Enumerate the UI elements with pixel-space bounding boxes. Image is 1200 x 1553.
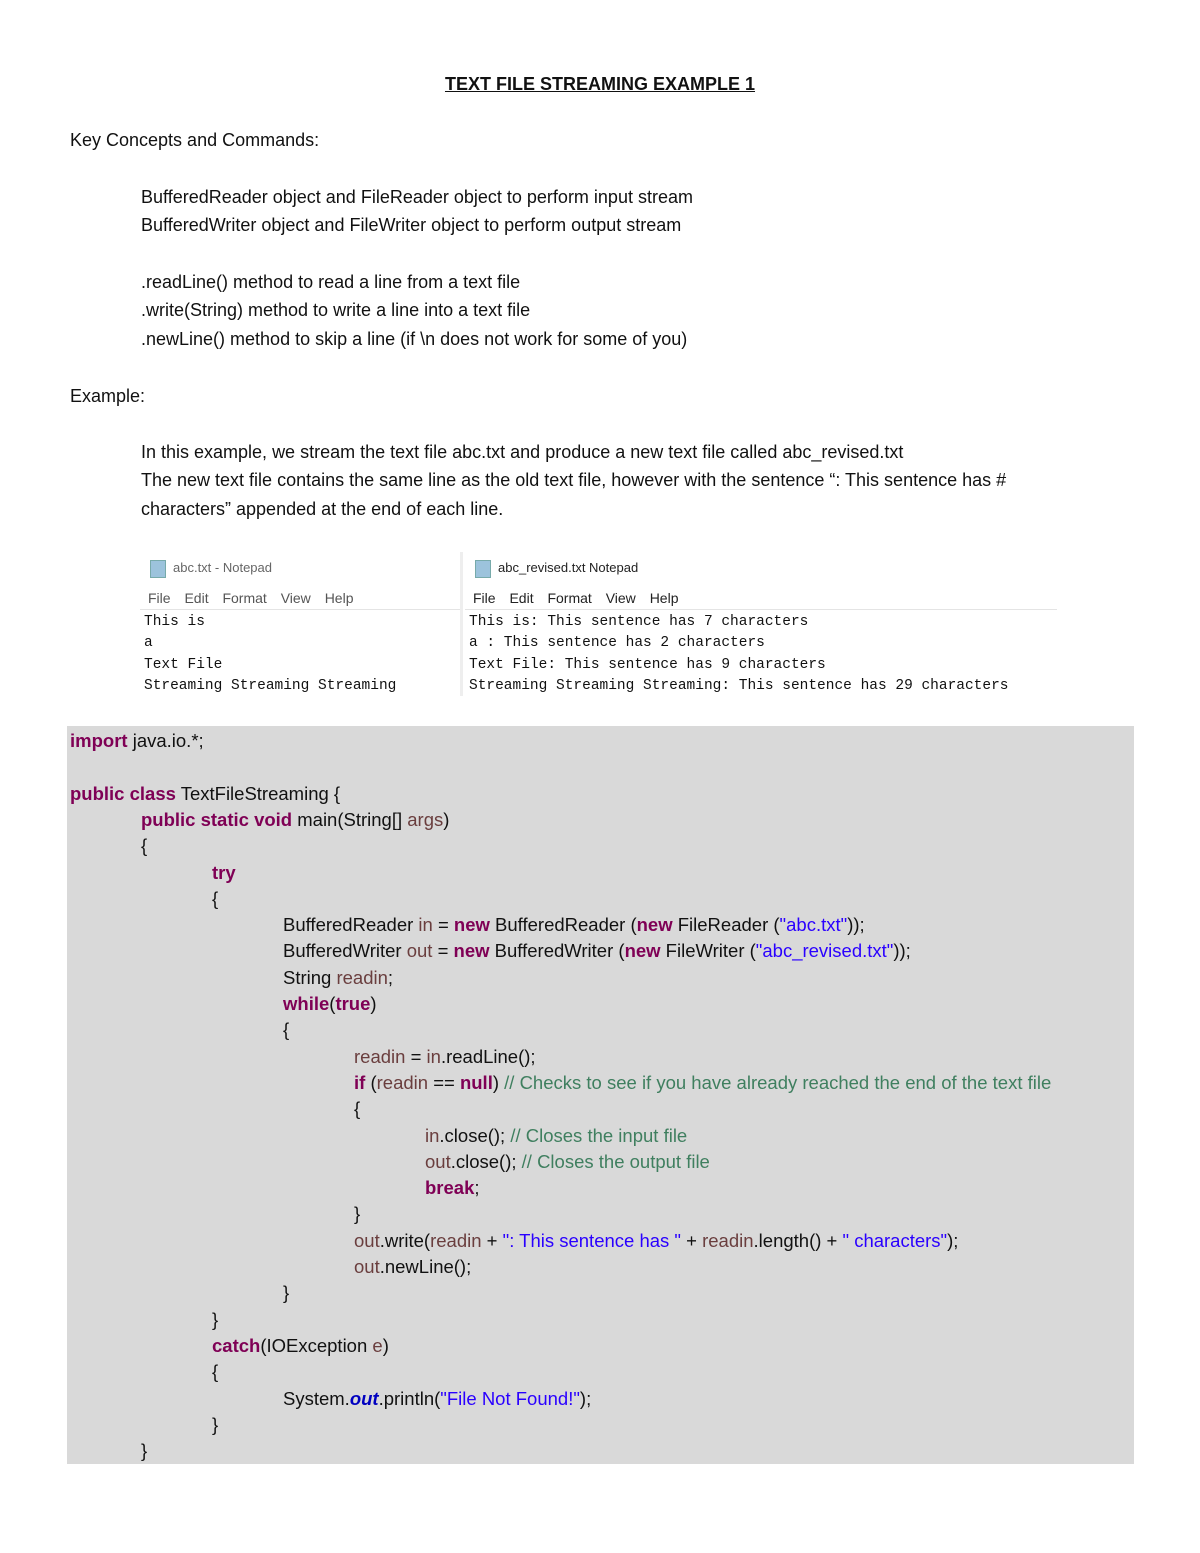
notepad-menu: [148, 590, 353, 606]
text-line: Streaming Streaming Streaming: This sentence has 29 characters: [469, 677, 1009, 694]
text-line: a: [144, 635, 153, 652]
code-keyword: new: [453, 940, 490, 962]
code-text: ;: [474, 1177, 480, 1199]
code-line: [283, 1387, 591, 1411]
code-text: (: [365, 1071, 377, 1093]
code-string: "abc.txt": [779, 914, 848, 936]
code-comment: // Closes the input file: [510, 1124, 688, 1146]
code-text: .println(: [378, 1387, 441, 1409]
notepad-title: abc.txt - Notepad: [173, 560, 272, 575]
code-text: String: [283, 966, 337, 988]
code-string: "abc_revised.txt": [755, 940, 894, 962]
code-text: main(String[]: [292, 808, 408, 830]
code-text: +: [681, 1229, 703, 1251]
code-string: " characters": [842, 1229, 948, 1251]
divider: [140, 609, 460, 610]
code-text: }: [141, 1440, 148, 1462]
code-line: [70, 782, 340, 806]
code-text: ): [382, 1334, 389, 1356]
code-keyword: public class: [70, 782, 176, 804]
notepad-title: abc_revised.txt Notepad: [498, 560, 639, 575]
code-text: ): [492, 1071, 505, 1093]
code-text: =: [405, 1045, 427, 1067]
key-concepts-heading: Key Concepts and Commands:: [70, 130, 320, 150]
code-variable: out: [425, 1150, 451, 1172]
method-line: .write(String) method to write a line into a text file: [141, 300, 531, 320]
example-text: In this example, we stream the text file abc.txt and produce a new text file called abc_revised.txt: [141, 442, 904, 462]
menu-help: Help: [649, 590, 679, 606]
method-line: .newLine() method to skip a line (if \n does not work for some of you): [141, 329, 688, 349]
code-keyword: new: [636, 914, 673, 936]
method-line: .readLine() method to read a line from a text file: [141, 272, 521, 292]
code-line: [425, 1176, 480, 1200]
code-keyword: true: [335, 993, 371, 1014]
code-text: .write(: [379, 1229, 431, 1251]
code-line: [212, 1413, 218, 1437]
code-keyword: break: [425, 1177, 475, 1199]
code-line: [212, 1308, 218, 1332]
code-text: ==: [428, 1071, 460, 1093]
code-comment: // Closes the output file: [521, 1150, 710, 1172]
text-line: This is: This sentence has 7 characters: [469, 614, 809, 630]
code-text: .length() +: [753, 1229, 843, 1251]
code-text: .newLine();: [379, 1256, 472, 1277]
concept-line: BufferedWriter object and FileWriter object to perform output stream: [141, 215, 682, 235]
code-text: .close();: [439, 1124, 511, 1146]
code-text: BufferedReader: [283, 914, 419, 936]
notepad-icon: [475, 560, 491, 578]
code-line: [425, 1124, 687, 1148]
concept-line: BufferedReader object and FileReader object to perform input stream: [141, 187, 693, 207]
code-variable: out: [354, 1229, 380, 1251]
code-text: ));: [893, 940, 911, 962]
code-line: [425, 1150, 710, 1174]
text-line: Text File: This sentence has 9 characters: [469, 656, 826, 673]
code-text: {: [212, 887, 219, 909]
code-text: ;: [387, 966, 394, 988]
code-variable: out: [406, 940, 433, 962]
code-line: [283, 992, 377, 1016]
code-keyword: import: [70, 730, 128, 751]
text-line: This is: [144, 614, 205, 630]
code-text: (: [329, 993, 336, 1014]
code-line: [212, 861, 236, 885]
code-text: (IOException: [260, 1334, 373, 1356]
code-text: }: [354, 1203, 361, 1225]
code-string: ": This sentence has ": [502, 1229, 681, 1251]
code-comment: // Checks to see if you have already reached the end of the text file: [504, 1071, 1052, 1093]
menu-view: View: [605, 590, 636, 606]
code-line: [354, 1045, 536, 1069]
code-text: FileReader (: [672, 914, 780, 936]
code-string: "File Not Found!": [440, 1387, 580, 1409]
menu-file: File: [148, 590, 171, 606]
code-variable: out: [354, 1256, 380, 1277]
code-line: [283, 913, 865, 937]
code-text: BufferedWriter: [283, 940, 407, 962]
code-line: [141, 834, 147, 858]
code-text: +: [481, 1229, 503, 1251]
code-text: TextFileStreaming {: [175, 782, 341, 804]
code-block: [67, 726, 1134, 1464]
code-text: BufferedWriter (: [489, 940, 625, 962]
code-keyword: new: [624, 940, 661, 962]
menu-edit: Edit: [184, 590, 209, 606]
code-variable: e: [372, 1334, 383, 1356]
code-variable: args: [407, 808, 444, 830]
code-line: [141, 808, 449, 832]
notepad-menu: [473, 590, 678, 606]
menu-format: Format: [547, 590, 592, 606]
code-line: [212, 1360, 218, 1384]
code-line: [70, 729, 204, 753]
code-variable: readin: [336, 966, 388, 988]
code-text: System.: [283, 1387, 350, 1409]
code-variable: readin: [354, 1045, 406, 1067]
code-text: ): [370, 993, 377, 1014]
code-text: }: [212, 1413, 219, 1435]
code-line: [354, 1255, 471, 1279]
code-variable: in: [425, 1124, 440, 1146]
code-text: {: [141, 835, 148, 857]
notepad-abc-screenshot: [140, 552, 460, 696]
code-text: ));: [847, 914, 865, 936]
code-line: [283, 966, 393, 990]
code-text: );: [579, 1387, 592, 1409]
code-text: .readLine();: [440, 1045, 536, 1067]
code-keyword: if: [354, 1071, 366, 1093]
notepad-content: [469, 612, 1009, 697]
divider: [460, 552, 463, 696]
notepad-abc-revised-screenshot: [465, 552, 1057, 696]
code-text: {: [212, 1361, 219, 1383]
code-text: FileWriter (: [660, 940, 756, 962]
code-variable: readin: [702, 1229, 754, 1251]
example-text: characters” appended at the end of each line.: [141, 499, 504, 519]
code-text: }: [212, 1308, 219, 1330]
code-line: [283, 1281, 289, 1305]
menu-file: File: [473, 590, 496, 606]
code-line: [212, 887, 218, 911]
menu-view: View: [280, 590, 311, 606]
code-line: [354, 1229, 958, 1253]
example-heading: Example:: [70, 386, 146, 406]
code-keyword: null: [459, 1071, 493, 1093]
code-text: java.io.*;: [127, 730, 204, 751]
code-keyword: catch: [212, 1334, 261, 1356]
page-title: TEXT FILE STREAMING EXAMPLE 1: [444, 74, 756, 94]
code-variable: readin: [376, 1071, 429, 1093]
code-keyword: public static void: [141, 808, 293, 830]
text-line: a : This sentence has 2 characters: [469, 635, 765, 652]
code-line: [283, 1018, 289, 1042]
code-line: [283, 939, 911, 963]
code-line: [354, 1202, 360, 1226]
code-line: [354, 1071, 1051, 1095]
code-text: ): [443, 808, 450, 830]
code-text: );: [947, 1229, 959, 1251]
code-line: [141, 1439, 147, 1463]
menu-format: Format: [222, 590, 267, 606]
code-variable: in: [426, 1045, 441, 1067]
code-line: [354, 1097, 360, 1121]
notepad-icon: [150, 560, 166, 578]
code-variable: in: [418, 914, 433, 936]
text-line: Streaming Streaming Streaming: [144, 677, 397, 694]
code-text: {: [354, 1098, 361, 1120]
code-keyword: new: [453, 914, 490, 936]
code-keyword: try: [212, 861, 236, 883]
code-line: [212, 1334, 389, 1358]
code-field: out: [349, 1387, 379, 1409]
code-keyword: while: [283, 993, 330, 1014]
divider: [465, 609, 1057, 610]
code-text: .close();: [450, 1150, 522, 1172]
code-text: BufferedReader (: [489, 914, 637, 936]
code-variable: readin: [430, 1229, 482, 1251]
example-text: The new text file contains the same line as the old text file, however with the sentence “: This sentence has #: [141, 470, 1007, 490]
code-text: {: [283, 1019, 290, 1041]
notepad-content: [144, 612, 396, 697]
code-text: =: [432, 914, 454, 936]
menu-edit: Edit: [509, 590, 534, 606]
code-text: }: [283, 1282, 290, 1304]
code-text: =: [432, 940, 454, 962]
menu-help: Help: [324, 590, 354, 606]
text-line: Text File: [144, 656, 223, 673]
